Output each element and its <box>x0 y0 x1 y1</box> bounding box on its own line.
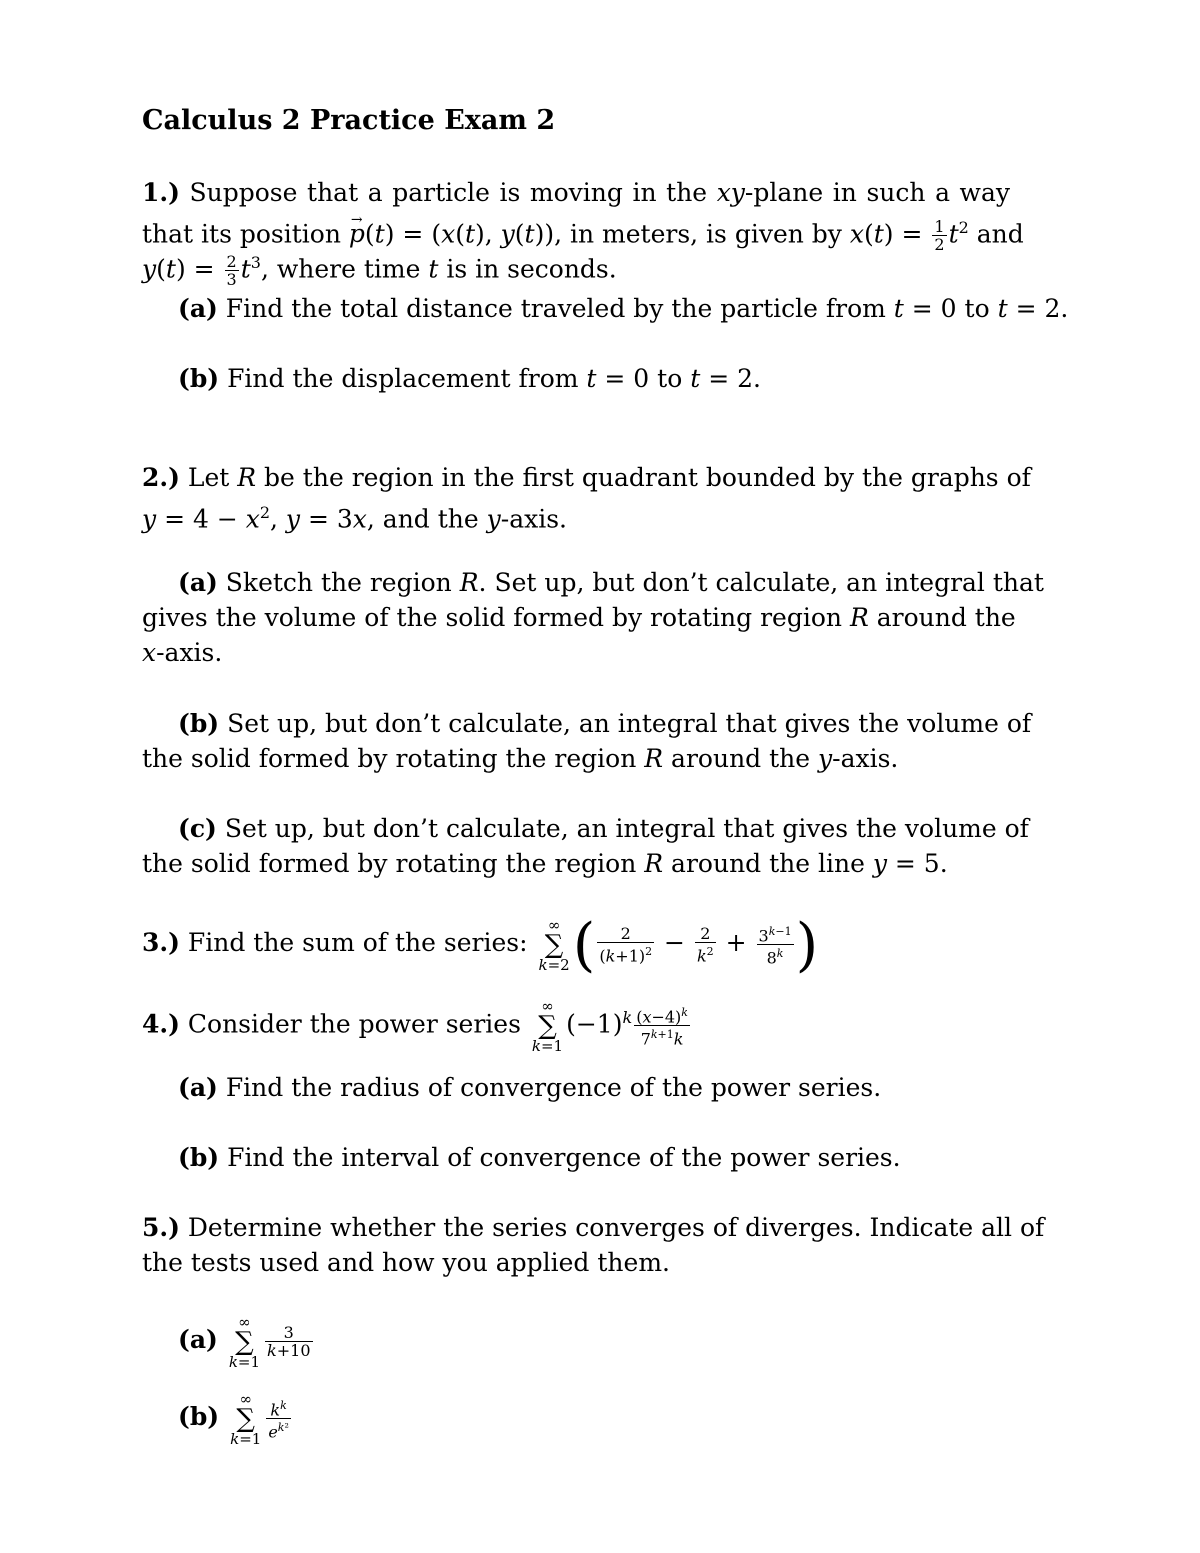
q1-line-1: 1.) Suppose that a particle is moving in the xy-plane in such a way <box>142 178 1010 207</box>
q4-part-a: (a) Find the radius of convergence of the power series. <box>178 1073 882 1102</box>
q5-part-a: (a) ∞ ∑ k=1 $\frac{3}{k+10}$ <box>178 1312 311 1371</box>
q2-part-c-line-1: (c) Set up, but don’t calculate, an integral that gives the volume of <box>178 814 1029 843</box>
q5b-summation: ∞ ∑ k=1 <box>230 1389 262 1448</box>
q5-line-2: the tests used and how you applied them. <box>142 1248 670 1277</box>
q2-number: 2.) <box>142 463 180 492</box>
q2-part-b-line-1: (b) Set up, but don’t calculate, an integral that gives the volume of <box>178 709 1032 738</box>
q1-line-3: y(t) = $\frac{2}{3}$ $t^3$, where time t is in seconds. <box>142 252 617 290</box>
q4-part-b: (b) Find the interval of convergence of the power series. <box>178 1143 901 1172</box>
page-title: Calculus 2 Practice Exam 2 <box>142 105 556 136</box>
q2-part-c-line-2: the solid formed by rotating the region R around the line y = 5. <box>142 849 948 878</box>
q5-line-1: 5.) Determine whether the series converges of diverges. Indicate all of <box>142 1213 1045 1242</box>
q1-number: 1.) <box>142 178 180 207</box>
q3-number: 3.) <box>142 928 180 957</box>
q5-part-b: (b) ∞ ∑ k=1 $\frac{k^k}{e^{k^2}}$ <box>178 1389 289 1448</box>
q3-line: 3.) Find the sum of the series: ∞ ∑ k=2( $\frac{2}{(k+1)^2}$ − $\frac{2}{k^2}$ + $\frac{3^{k-1}}{8^k}$ ) <box>142 910 819 979</box>
q2-line-2: $y = 4 - x^2$, y = 3x, and the y-axis. <box>142 503 568 534</box>
q4-number: 4.) <box>142 1009 180 1039</box>
q2-part-b-line-2: the solid formed by rotating the region R around the y-axis. <box>142 744 899 773</box>
q2-part-a-line-2: gives the volume of the solid formed by rotating region R around the <box>142 603 1016 632</box>
q3-summation: ∞ ∑ k=2 <box>538 915 570 974</box>
q4-summation: ∞ ∑ k=1 <box>531 996 564 1055</box>
q2-line-1: 2.) Let R be the region in the first quadrant bounded by the graphs of <box>142 463 1031 492</box>
q2-part-a-line-3: x-axis. <box>142 638 223 667</box>
q1-part-b: (b) Find the displacement from t = 0 to t = 2. <box>178 364 761 393</box>
q2-part-a-line-1: (a) Sketch the region R. Set up, but don’t calculate, an integral that <box>178 568 1044 597</box>
q5a-summation: ∞ ∑ k=1 <box>228 1312 261 1371</box>
q5-number: 5.) <box>142 1213 180 1242</box>
q1-line-2: that its position → p(t) = (x(t), y(t)), in meters, is given by x(t) = $\frac{1}{2}$ $t^2$ and <box>142 213 1010 253</box>
q4-line: 4.) Consider the power series ∞ ∑ $k=1(-1)^k$ $\frac{(x-4)^k}{7^{k+1}k}$ <box>142 996 688 1055</box>
q1-part-a: (a) Find the total distance traveled by the particle from t = 0 to t = 2. <box>178 294 1069 323</box>
